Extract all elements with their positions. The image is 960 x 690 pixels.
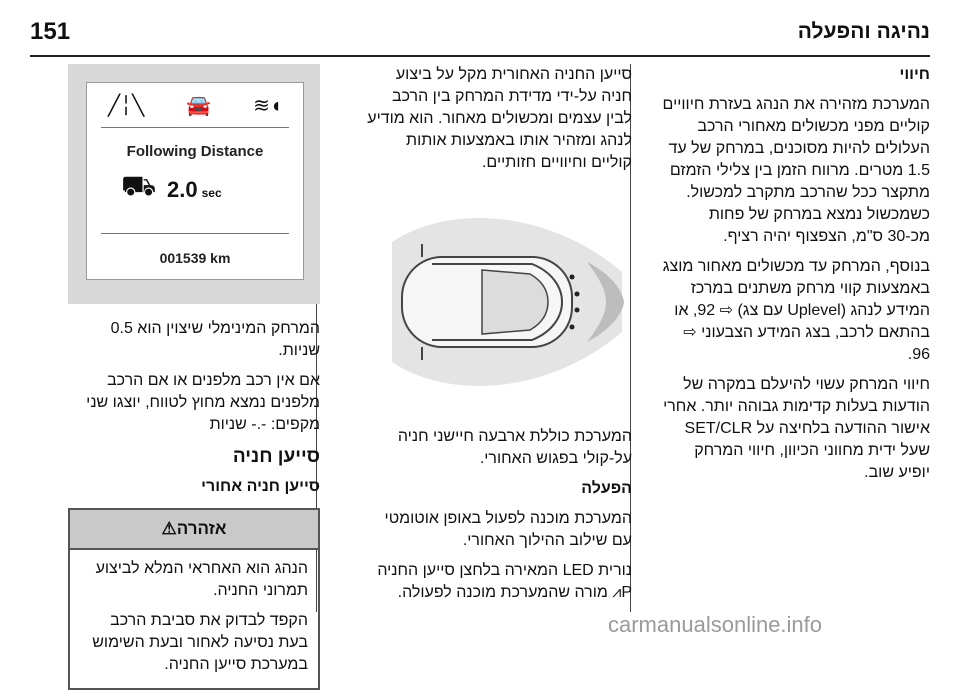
display-title: Following Distance	[126, 143, 264, 160]
chapter-title: נהיגה והפעלה	[797, 20, 930, 43]
distance-value	[167, 179, 222, 204]
car-distance-icon: ⛟	[121, 170, 157, 201]
right-column	[662, 64, 930, 492]
sensors-paragraph: המערכת כוללת ארבעה חיישני חניה על-קולי בפגוש האחורי.	[397, 428, 632, 467]
indication-paragraph-3: חיווי המרחק עשוי להיעלם במקרה של הודעות בעלות קדימות גבוהה יותר. אחרי אישור ההודעה בלחיצה על SET/CLR שעל ידית מחווני הכיוון, חיווי המרחק יופיע שוב.	[663, 376, 930, 481]
led-paragraph: נורית LED המאירה בלחצן סייען החניה P⩘ מורה שהמערכת מוכנה לפעולה.	[377, 562, 632, 601]
following-distance-display	[68, 64, 320, 304]
page-header	[30, 18, 930, 58]
front-car-icon: 🚘	[186, 95, 212, 117]
middle-column	[362, 64, 632, 612]
parking-assist-intro: סייען החניה האחורית מקל על ביצוע חניה על-ידי מדידת המרחק בין הרכב לבין עצמים ומכשולים מאחור. הוא מודיע לנהג ומזהיר אותו באמצעות אותות קוליים וחיוויים חזותיים.	[367, 66, 632, 171]
minimum-distance-paragraph: המרחק המינימלי שיצוין הוא 0.5 שניות.	[110, 320, 320, 359]
no-vehicle-paragraph: אם אין רכב מלפנים או אם הרכב מלפנים נמצא מחוץ לטווח, יוצגו שני מקפים: -.- שניות	[86, 372, 320, 433]
distance-unit: sec	[201, 186, 222, 200]
page-number: 151	[30, 18, 71, 45]
warning-paragraph-2: הקפד לבדוק את סביבת הרכב בעת נסיעה לאחור ובעת השימוש במערכת סייען החניה.	[92, 612, 308, 673]
distance-number: 2.0	[167, 177, 198, 202]
warning-body	[70, 550, 318, 688]
warning-title: אזהרה⚠	[70, 510, 318, 550]
header-rule	[30, 55, 930, 57]
section-title: סייען חניה	[232, 446, 320, 467]
display-separator-bottom	[101, 233, 289, 234]
indication-paragraph-2: בנוסף, המרחק עד מכשולים מאחור מוצג באמצעות קווי מרחק משתנים במרכז המידע לנהג (Uplevel עם צג) ⇨ 92, או בהתאם לרכב, בצג המידע הצבעוני ⇨ 96.	[662, 258, 930, 363]
activation-paragraph: המערכת מוכנה לפעול באופן אוטומטי עם שילוב ההילוך האחורי.	[384, 510, 632, 549]
indication-paragraph-1: המערכת מזהירה את הנהג בעזרת חיוויים קוליים מפני מכשולים מאחורי הרכב העלולים להיות מסוכנים, במרחק של עד 1.5 מטרים. מרווח הזמן בין צלילי הזמזם מתקצר ככל שהרכב מתקרב למכשול. כשמכשול נמצא במרחק של פחות מכ-30 ס"מ, הצפצוף יהיה רציף.	[662, 96, 930, 245]
activation-heading: הפעלה	[581, 480, 632, 497]
left-column	[68, 64, 320, 690]
subsection-title: סייען חניה אחורי	[201, 478, 320, 495]
display-screen	[86, 82, 304, 280]
car-sensor-icon	[362, 182, 632, 414]
display-icon-row	[87, 89, 303, 123]
watermark: carmanualsonline.info	[608, 612, 823, 637]
parking-sensor-illustration	[362, 182, 632, 414]
lane-departure-icon: ╱╎╲	[108, 95, 145, 117]
display-separator-top	[101, 127, 289, 128]
indication-heading: חיווי	[899, 66, 930, 83]
warning-box	[68, 508, 320, 690]
warning-paragraph-1: הנהג הוא האחראי המלא לביצוע תמרוני החניה.	[95, 560, 308, 599]
odometer: 001539 km	[159, 250, 231, 266]
headlight-icon: ≋◖	[253, 95, 282, 117]
